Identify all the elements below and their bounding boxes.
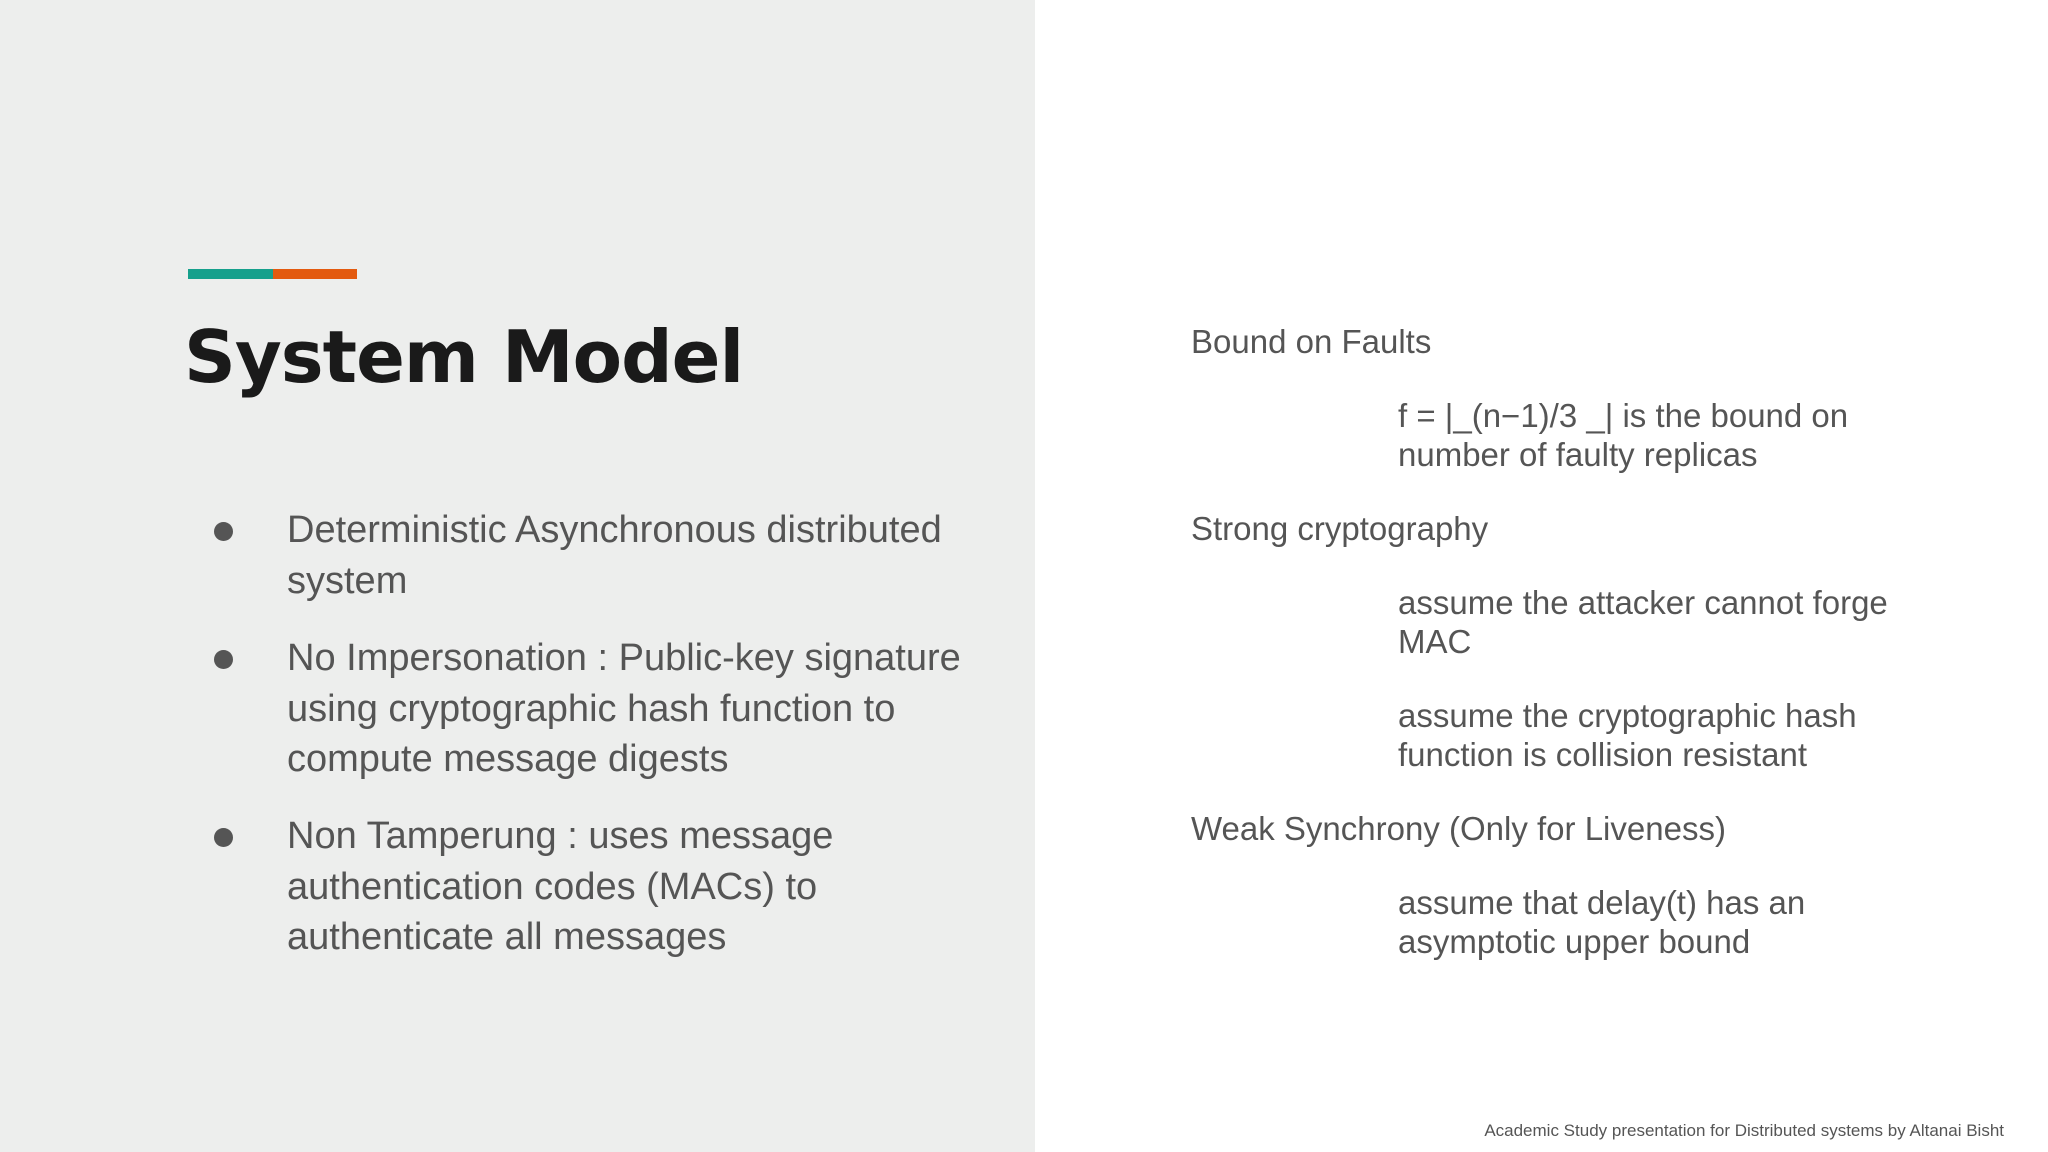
mac-line-2: MAC <box>1398 623 1472 660</box>
bullet-dot-icon <box>214 522 233 541</box>
mac-line-1: assume the attacker cannot forge <box>1398 584 1888 621</box>
slide-title: System Model <box>184 315 744 399</box>
accent-bar-orange <box>273 269 357 279</box>
delay-line-2: asymptotic upper bound <box>1398 923 1751 960</box>
bullet-dot-icon <box>214 828 233 847</box>
bound-line-2: number of faulty replicas <box>1398 436 1758 473</box>
bound-line-1: f = |_(n−1)/3 _| is the bound on <box>1398 397 1849 434</box>
hash-line-1: assume the cryptographic hash <box>1398 697 1857 734</box>
bullet-text: No Impersonation : Public-key signature using cryptographic hash function to compute message digests <box>287 637 961 780</box>
hash-line-2: function is collision resistant <box>1398 736 1808 773</box>
sync-heading: Weak Synchrony (Only for Liveness) <box>1191 810 1726 847</box>
bullet-text: Deterministic Asynchronous distributed system <box>287 509 942 602</box>
crypto-heading: Strong cryptography <box>1191 510 1489 547</box>
bound-heading: Bound on Faults <box>1191 323 1432 360</box>
footer-credit: Academic Study presentation for Distributed systems by Altanai Bisht <box>1484 1121 2004 1140</box>
delay-line-1: assume that delay(t) has an <box>1398 884 1806 921</box>
accent-bar-teal <box>188 269 273 279</box>
bullet-dot-icon <box>214 650 233 669</box>
bullet-text: Non Tamperung : uses message authentication codes (MACs) to authenticate all messages <box>287 815 834 958</box>
